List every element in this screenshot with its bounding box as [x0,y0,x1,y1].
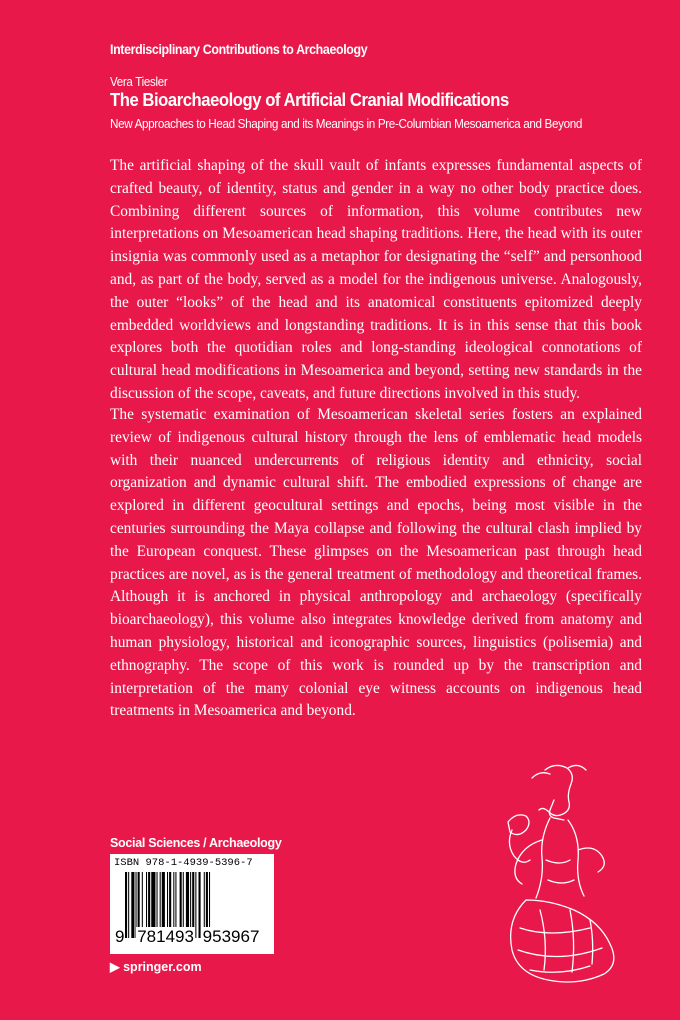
publisher-link[interactable] [110,959,202,974]
subject-category: Social Sciences / Archaeology [110,836,282,850]
blurb-paragraph-2: The systematic examination of Mesoamerican skeletal series fosters an explained review of indigenous cultural history through the lens of emblematic head models with their nuanced undercurrents of religious identity and ethnicity, social organization and dynamic cultural shift. The embodied expressions of change are explored in different geocultural settings and epochs, being most visible in the centuries surrounding the Maya collapse and following the cultural clash implied by the European conquest. These glimpses on the Mesoamerican past through head practices are novel, as is the general treatment of methodology and theoretical frames. Although it is anchored in physical anthropology and archaeology (specifically bioarchaeology), this volume also integrates knowledge derived from anatomy and human physiology, historical and iconographic sources, linguistics (polisemia) and ethnography. The scope of this work is rounded up by the transcription and interpretation of the many colonial eye witness accounts on indigenous head treatments in Mesoamerica and beyond. [110,406,642,720]
ean-first-digit: 9 [115,927,125,946]
series-title: Interdisciplinary Contributions to Archaeology [110,42,368,57]
ean-left-group: 781493 [137,927,194,946]
ean-right-group: 953967 [202,927,260,946]
book-title: The Bioarchaeology of Artificial Cranial Modifications [110,89,509,110]
isbn-text: ISBN 978-1-4939-5396-7 [114,857,253,869]
barcode-box [110,854,274,954]
ean-number [114,927,260,947]
book-subtitle: New Approaches to Head Shaping and its Meanings in Pre-Columbian Mesoamerica and Beyond [110,116,583,131]
maya-figure-illustration [490,760,630,995]
blurb-paragraph-1: The artificial shaping of the skull vault of infants expresses fundamental aspects of crafted beauty, of identity, status and gender in a way no other body practice does. Combining different sources of information, this volume contributes new interpretations on Mesoamerican head shaping traditions. Here, the head with its outer insignia was commonly used as a metaphor for designating the “self” and personhood and, as part of the body, served as a model for the indigenous universe. Analogously, the outer “looks” of the head and its anatomical constituents epitomized deeply embedded worldviews and longstanding traditions. It is in this sense that this book explores both the quotidian roles and long-standing ideological connotations of cultural head modifications in Mesoamerica and beyond, setting new standards in the discussion of the scope, caveats, and future directions involved in this study. [110,157,642,402]
author-name: Vera Tiesler [110,75,168,89]
arrow-right-icon: ▶ [110,960,120,974]
publisher-link-text: springer.com [123,960,202,974]
